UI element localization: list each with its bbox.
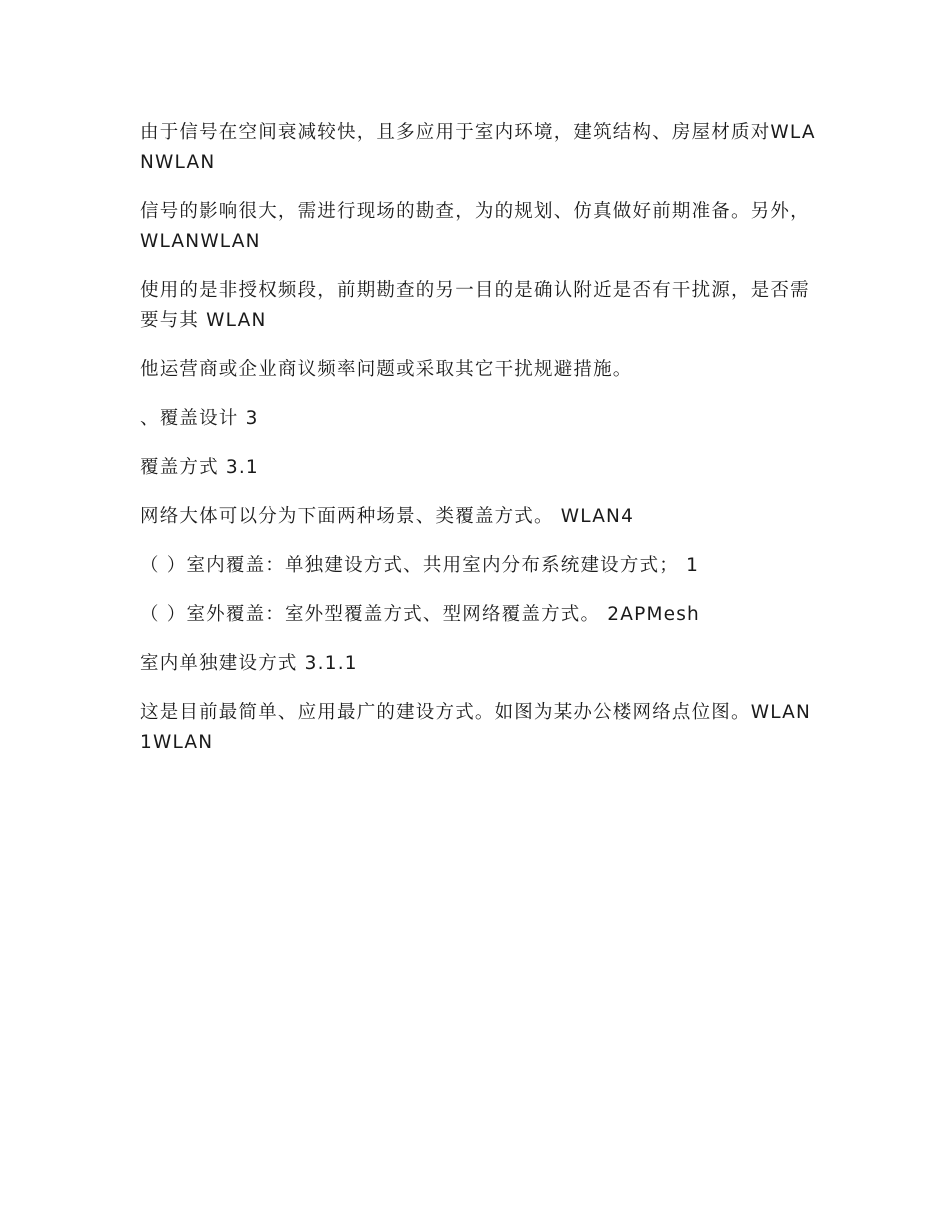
section-heading-coverage-design: 、覆盖设计 3 <box>140 408 259 429</box>
paragraph-signal-attenuation: 由于信号在空间衰减较快，且多应用于室内环境，建筑结构、房屋材质对WLANWLAN <box>140 122 816 173</box>
document-body <box>140 118 820 777</box>
paragraph-signal-influence: 信号的影响很大，需进行现场的勘查，为的规划、仿真做好前期准备。另外，WLANWLAN <box>140 201 810 252</box>
list-item-indoor-coverage: （ ）室内覆盖：单独建设方式、共用室内分布系统建设方式； 1 <box>140 555 700 576</box>
paragraph-simplest-method: 这是目前最简单、应用最广的建设方式。如图为某办公楼网络点位图。WLAN1WLAN <box>140 702 812 753</box>
list-item-outdoor-coverage: （ ）室外覆盖：室外型覆盖方式、型网络覆盖方式。 2APMesh <box>140 604 700 625</box>
paragraph-unlicensed-band: 使用的是非授权频段，前期勘查的另一目的是确认附近是否有干扰源，是否需要与其 WLAN <box>140 280 810 331</box>
paragraph-operator-coordination: 他运营商或企业商议频率问题或采取其它干扰规避措施。 <box>140 359 633 380</box>
section-heading-indoor-standalone: 室内单独建设方式 3.1.1 <box>140 653 358 674</box>
section-heading-coverage-mode: 覆盖方式 3.1 <box>140 457 259 478</box>
paragraph-coverage-scenarios: 网络大体可以分为下面两种场景、类覆盖方式。 WLAN4 <box>140 506 635 527</box>
